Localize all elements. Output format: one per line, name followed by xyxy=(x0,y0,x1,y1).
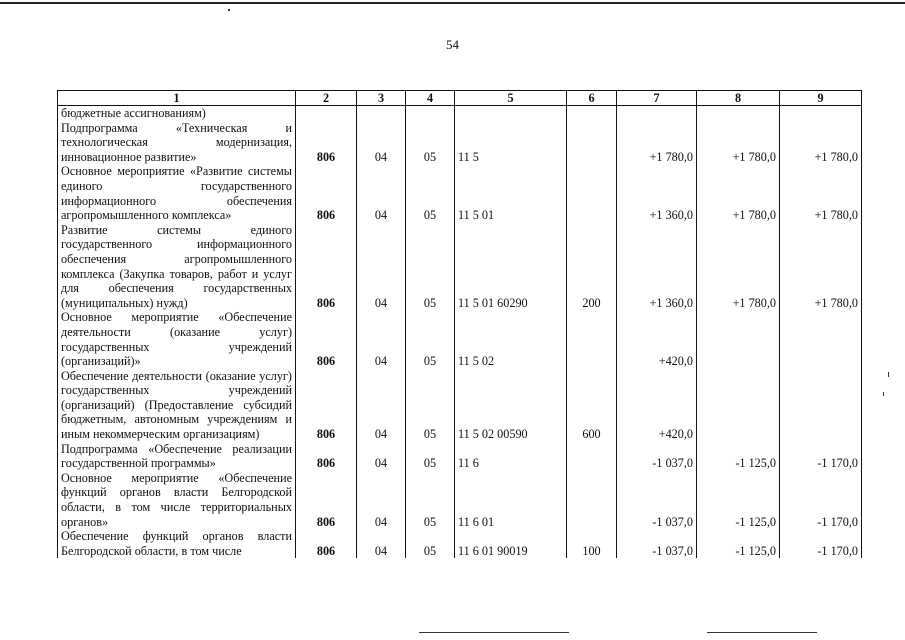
table-row xyxy=(58,442,862,471)
dept-code xyxy=(296,106,357,121)
amount-col-9: +1 780,0 xyxy=(780,223,862,311)
header-col-4: 4 xyxy=(406,91,455,106)
target-article: 11 5 xyxy=(455,121,567,165)
amount-col-8: +1 780,0 xyxy=(697,121,780,165)
table-row xyxy=(58,223,862,311)
row-name: Обеспечение функций органов власти Белгородской области, в том числе xyxy=(58,529,296,558)
amount-col-9: -1 170,0 xyxy=(780,471,862,529)
row-name: Развитие системы единого государственного информационного обеспечения агропромышленного комплекса (Закупка товаров, работ и услуг для обеспечения государственных (муниципальных) нужд) xyxy=(58,223,296,311)
header-col-2: 2 xyxy=(296,91,357,106)
amount-col-8: +1 780,0 xyxy=(697,164,780,222)
amount-col-9: -1 170,0 xyxy=(780,529,862,558)
table-row xyxy=(58,164,862,222)
amount-col-7: +420,0 xyxy=(617,310,697,368)
scan-speck xyxy=(883,392,884,396)
dept-code: 806 xyxy=(296,223,357,311)
expense-type xyxy=(567,442,617,471)
row-name: бюджетные ассигнованиям) xyxy=(58,106,296,121)
table-row xyxy=(58,529,862,558)
header-col-8: 8 xyxy=(697,91,780,106)
expense-type xyxy=(567,106,617,121)
subsection-code: 05 xyxy=(406,529,455,558)
target-article xyxy=(455,106,567,121)
section-code: 04 xyxy=(357,164,406,222)
section-code: 04 xyxy=(357,529,406,558)
target-article: 11 5 02 xyxy=(455,310,567,368)
table-row xyxy=(58,106,862,121)
target-article: 11 5 01 xyxy=(455,164,567,222)
section-code: 04 xyxy=(357,121,406,165)
amount-col-7: +420,0 xyxy=(617,369,697,442)
subsection-code: 05 xyxy=(406,442,455,471)
dept-code: 806 xyxy=(296,529,357,558)
section-code: 04 xyxy=(357,369,406,442)
target-article: 11 6 xyxy=(455,442,567,471)
expense-type xyxy=(567,164,617,222)
subsection-code: 05 xyxy=(406,164,455,222)
expense-type xyxy=(567,310,617,368)
table-row xyxy=(58,121,862,165)
page-number: 54 xyxy=(446,37,459,52)
expense-type xyxy=(567,121,617,165)
header-col-1: 1 xyxy=(58,91,296,106)
amount-col-7: -1 037,0 xyxy=(617,529,697,558)
budget-table xyxy=(57,90,862,558)
expense-type xyxy=(567,471,617,529)
row-name: Основное мероприятие «Обеспечение функций органов власти Белгородской области, в том числе территориальных органов» xyxy=(58,471,296,529)
dept-code: 806 xyxy=(296,121,357,165)
row-name: Основное мероприятие «Развитие системы единого государственного информационного обеспечения агропромышленного комплекса» xyxy=(58,164,296,222)
header-col-9: 9 xyxy=(780,91,862,106)
section-code xyxy=(357,106,406,121)
target-article: 11 6 01 xyxy=(455,471,567,529)
dept-code: 806 xyxy=(296,442,357,471)
scan-speck xyxy=(707,632,817,633)
target-article: 11 5 02 00590 xyxy=(455,369,567,442)
amount-col-9: +1 780,0 xyxy=(780,121,862,165)
dept-code: 806 xyxy=(296,471,357,529)
amount-col-8 xyxy=(697,369,780,442)
header-col-3: 3 xyxy=(357,91,406,106)
header-col-5: 5 xyxy=(455,91,567,106)
table-row xyxy=(58,369,862,442)
amount-col-7: -1 037,0 xyxy=(617,442,697,471)
expense-type: 100 xyxy=(567,529,617,558)
amount-col-8: +1 780,0 xyxy=(697,223,780,311)
amount-col-9: +1 780,0 xyxy=(780,164,862,222)
amount-col-7: +1 360,0 xyxy=(617,164,697,222)
top-border-rule xyxy=(0,2,905,4)
target-article: 11 6 01 90019 xyxy=(455,529,567,558)
target-article: 11 5 01 60290 xyxy=(455,223,567,311)
dept-code: 806 xyxy=(296,310,357,368)
amount-col-9 xyxy=(780,106,862,121)
row-name: Обеспечение деятельности (оказание услуг) государственных учреждений (организаций) (Предоставление субсидий бюджетным, автономным учреждениям и иным некоммерческим организациям) xyxy=(58,369,296,442)
scan-speck xyxy=(419,632,569,633)
amount-col-7: +1 780,0 xyxy=(617,121,697,165)
amount-col-7 xyxy=(617,106,697,121)
section-code: 04 xyxy=(357,471,406,529)
amount-col-8: -1 125,0 xyxy=(697,442,780,471)
amount-col-9: -1 170,0 xyxy=(780,442,862,471)
table-row xyxy=(58,471,862,529)
amount-col-8: -1 125,0 xyxy=(697,529,780,558)
amount-col-7: -1 037,0 xyxy=(617,471,697,529)
scan-speck xyxy=(888,372,889,377)
subsection-code: 05 xyxy=(406,310,455,368)
subsection-code: 05 xyxy=(406,121,455,165)
header-col-7: 7 xyxy=(617,91,697,106)
section-code: 04 xyxy=(357,442,406,471)
header-row xyxy=(58,91,862,106)
table-row xyxy=(58,310,862,368)
amount-col-8 xyxy=(697,106,780,121)
amount-col-8: -1 125,0 xyxy=(697,471,780,529)
expense-type: 200 xyxy=(567,223,617,311)
subsection-code xyxy=(406,106,455,121)
subsection-code: 05 xyxy=(406,369,455,442)
expense-type: 600 xyxy=(567,369,617,442)
row-name: Подпрограмма «Техническая и технологическая модернизация, инновационное развитие» xyxy=(58,121,296,165)
amount-col-8 xyxy=(697,310,780,368)
amount-col-7: +1 360,0 xyxy=(617,223,697,311)
subsection-code: 05 xyxy=(406,471,455,529)
section-code: 04 xyxy=(357,310,406,368)
row-name: Основное мероприятие «Обеспечение деятельности (оказание услуг) государственных учреждений (организаций)» xyxy=(58,310,296,368)
dept-code: 806 xyxy=(296,164,357,222)
row-name: Подпрограмма «Обеспечение реализации государственной программы» xyxy=(58,442,296,471)
scan-speck xyxy=(228,9,230,11)
section-code: 04 xyxy=(357,223,406,311)
dept-code: 806 xyxy=(296,369,357,442)
subsection-code: 05 xyxy=(406,223,455,311)
amount-col-9 xyxy=(780,310,862,368)
header-col-6: 6 xyxy=(567,91,617,106)
amount-col-9 xyxy=(780,369,862,442)
